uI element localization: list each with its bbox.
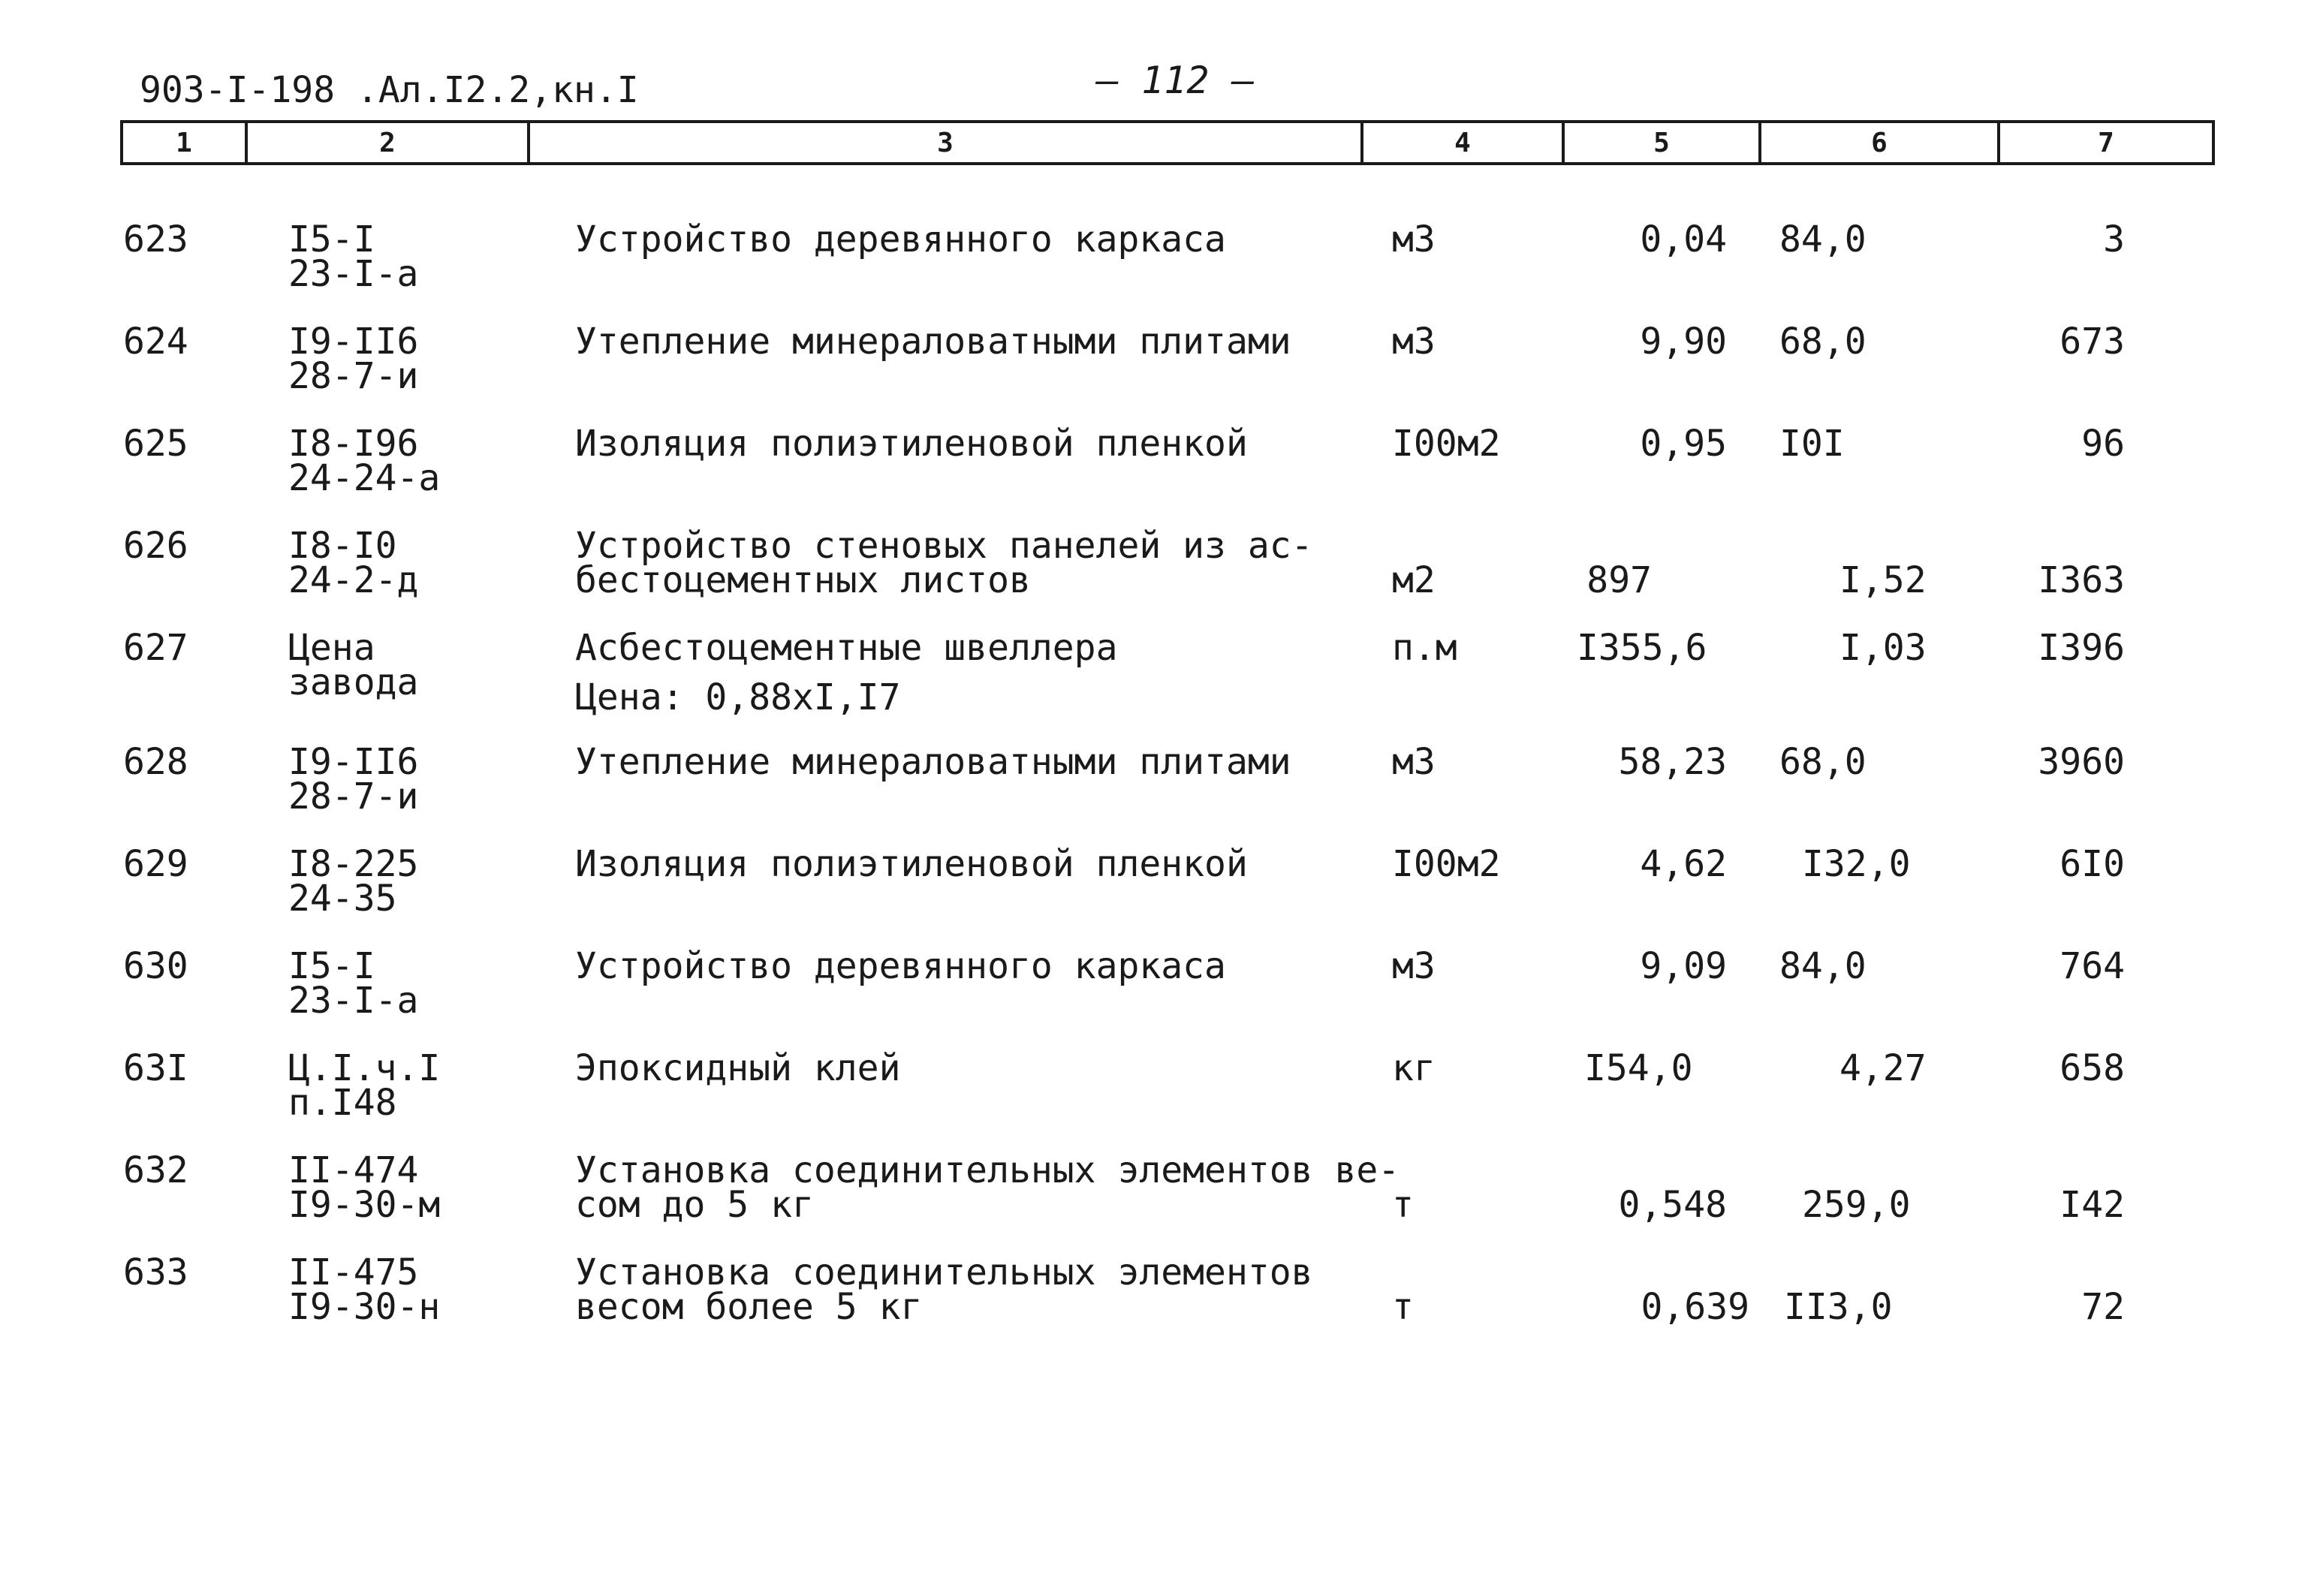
unit-price: 84,0: [1779, 945, 1867, 987]
unit-price: I0I: [1779, 423, 1845, 465]
unit-price: I,03: [1839, 627, 1927, 669]
code-line-2: завода: [288, 661, 419, 703]
work-name-continued: весом более 5 кг: [575, 1286, 923, 1328]
table-row: [0, 843, 2305, 944]
unit-price: I32,0: [1802, 843, 1911, 885]
total: I396: [2038, 627, 2125, 669]
column-header-3: 3: [530, 123, 1363, 162]
column-header-1: 1: [123, 123, 248, 162]
quantity: 0,95: [1640, 423, 1727, 465]
row-number: 63I: [123, 1047, 188, 1089]
table-row: [0, 1251, 2305, 1353]
total: I42: [2059, 1184, 2125, 1226]
quantity: I54,0: [1584, 1047, 1693, 1089]
unit-price: 68,0: [1779, 741, 1867, 783]
quantity: 897: [1586, 559, 1652, 601]
row-number: 625: [123, 423, 188, 465]
unit-price: 259,0: [1802, 1184, 1911, 1226]
quantity: I355,6: [1577, 627, 1707, 669]
table-row: [0, 1047, 2305, 1149]
total: I363: [2038, 559, 2125, 601]
unit: м3: [1392, 321, 1436, 363]
unit: м2: [1392, 559, 1436, 601]
row-number: 624: [123, 321, 188, 363]
unit: м3: [1392, 741, 1436, 783]
table-row: [0, 218, 2305, 320]
code-line-1: II-474: [288, 1149, 419, 1191]
code-line-2: 24-2-д: [288, 559, 419, 601]
table-row: [0, 321, 2305, 422]
row-number: 633: [123, 1251, 188, 1293]
work-name: Изоляция полиэтиленовой пленкой: [575, 843, 1248, 885]
quantity: 58,23: [1618, 741, 1727, 783]
work-name-continued: сом до 5 кг: [575, 1184, 814, 1226]
unit: I00м2: [1392, 843, 1501, 885]
code-line-2: 28-7-и: [288, 355, 419, 397]
code-line-2: 28-7-и: [288, 775, 419, 818]
unit-price: 84,0: [1779, 218, 1867, 260]
column-header-4: 4: [1363, 123, 1565, 162]
code-line-1: I9-II6: [288, 741, 419, 783]
column-header-6: 6: [1761, 123, 2000, 162]
total: 764: [2059, 945, 2125, 987]
column-header-2: 2: [248, 123, 530, 162]
unit-price: 68,0: [1779, 321, 1867, 363]
price-note: Цена: 0,88хI,I7: [575, 676, 901, 718]
unit: м3: [1392, 945, 1436, 987]
unit: м3: [1392, 218, 1436, 260]
quantity: 9,09: [1640, 945, 1727, 987]
work-name: Асбестоцементные швеллера: [575, 627, 1118, 669]
code-line-2: 23-I-а: [288, 253, 419, 295]
quantity: 0,639: [1641, 1286, 1749, 1328]
quantity: 0,548: [1618, 1184, 1727, 1226]
unit-price: I,52: [1839, 559, 1927, 601]
total: 6I0: [2059, 843, 2125, 885]
code-line-2: п.I48: [288, 1082, 397, 1124]
unit: т: [1392, 1184, 1414, 1226]
table-header: [120, 120, 2215, 165]
column-header-5: 5: [1565, 123, 1761, 162]
code-line-2: 24-24-а: [288, 457, 441, 499]
code-line-2: I9-30-н: [288, 1286, 441, 1328]
work-name: Установка соединительных элементов: [575, 1251, 1313, 1293]
table-row: [0, 741, 2305, 842]
document-code: 903-I-198 .Ал.I2.2,кн.I: [140, 69, 639, 111]
unit-price: II3,0: [1784, 1286, 1893, 1328]
quantity: 9,90: [1640, 321, 1727, 363]
total: 673: [2059, 321, 2125, 363]
code-line-1: I5-I: [288, 945, 375, 987]
work-name-continued: бестоцементных листов: [575, 559, 1031, 601]
page-number: — 112 —: [1096, 59, 1255, 102]
row-number: 629: [123, 843, 188, 885]
code-line-2: 23-I-а: [288, 980, 419, 1022]
unit: I00м2: [1392, 423, 1501, 465]
table-row: [0, 945, 2305, 1046]
work-name: Устройство деревянного каркаса: [575, 218, 1226, 260]
row-number: 628: [123, 741, 188, 783]
unit: кг: [1392, 1047, 1436, 1089]
work-name: Утепление минераловатными плитами: [575, 741, 1291, 783]
work-name: Утепление минераловатными плитами: [575, 321, 1291, 363]
quantity: 4,62: [1640, 843, 1727, 885]
work-name: Устройство деревянного каркаса: [575, 945, 1226, 987]
code-line-2: 24-35: [288, 878, 397, 920]
work-name: Устройство стеновых панелей из ас-: [575, 525, 1313, 567]
work-name: Установка соединительных элементов ве-: [575, 1149, 1400, 1191]
code-line-1: II-475: [288, 1251, 419, 1293]
work-name: Изоляция полиэтиленовой пленкой: [575, 423, 1248, 465]
total: 658: [2059, 1047, 2125, 1089]
row-number: 627: [123, 627, 188, 669]
table-row: [0, 1149, 2305, 1251]
table-row: [0, 525, 2305, 626]
row-number: 623: [123, 218, 188, 260]
row-number: 632: [123, 1149, 188, 1191]
unit: т: [1392, 1286, 1414, 1328]
unit-price: 4,27: [1839, 1047, 1927, 1089]
code-line-1: Ц.I.ч.I: [288, 1047, 441, 1089]
code-line-1: I8-225: [288, 843, 419, 885]
code-line-1: I9-II6: [288, 321, 419, 363]
total: 72: [2081, 1286, 2125, 1328]
code-line-1: I8-I0: [288, 525, 397, 567]
code-line-1: Цена: [288, 627, 375, 669]
row-number: 630: [123, 945, 188, 987]
table-row: [0, 627, 2305, 728]
total: 3: [2103, 218, 2125, 260]
quantity: 0,04: [1640, 218, 1727, 260]
column-header-7: 7: [2098, 127, 2114, 158]
row-number: 626: [123, 525, 188, 567]
work-name: Эпоксидный клей: [575, 1047, 901, 1089]
code-line-1: I8-I96: [288, 423, 419, 465]
code-line-2: I9-30-м: [288, 1184, 441, 1226]
unit: п.м: [1392, 627, 1457, 669]
table-row: [0, 423, 2305, 524]
code-line-1: I5-I: [288, 218, 375, 260]
total: 96: [2081, 423, 2125, 465]
total: 3960: [2038, 741, 2125, 783]
